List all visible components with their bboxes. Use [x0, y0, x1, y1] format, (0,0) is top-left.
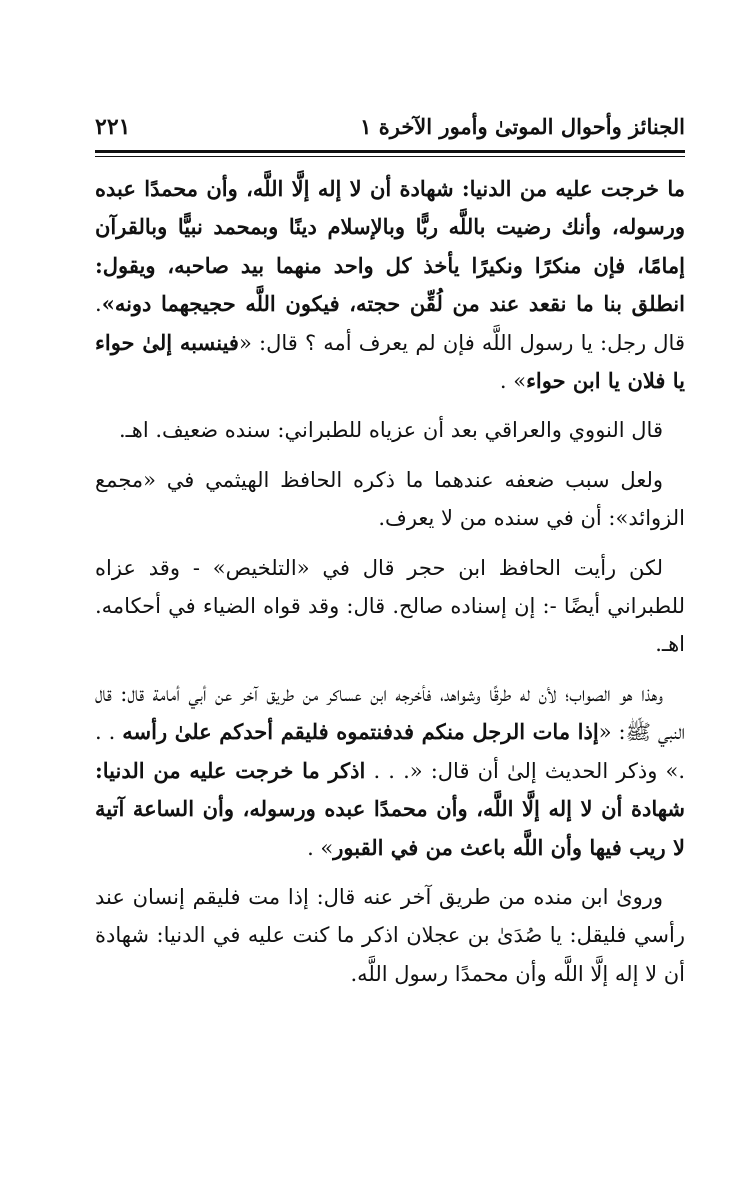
header-rule-thin: [95, 156, 685, 157]
closing-quote: » .: [307, 835, 334, 860]
hadith-text: إذا مات الرجل منكم فدفنتموه فليقم أحدكم علىٰ رأسه: [122, 719, 599, 745]
paragraph-haythami: [95, 461, 685, 538]
running-title: الجنائز وأحوال الموتىٰ وأمور الآخرة ١: [360, 114, 685, 139]
paragraph-text: لكن رأيت الحافظ ابن حجر قال في «التلخيص» - وقد عزاه للطبراني أيضًا -: إن إسناده صالح. قال: وقد قواه الضياء في أحكامه. اهـ.: [95, 555, 685, 657]
narration-text: وهذا هو الصواب؛ لأن له طرقًا وشواهد، فأخرجه ابن عساكر من طريق آخر عن أبي أمامة قال: قال النبي ﷺ: «: [95, 681, 685, 745]
hadith-text: اذكر ما خرجت عليه من الدنيا: شهادة أن لا إله إلَّا اللَّه، وأن محمدًا عبده ورسوله، وأن الساعة آتية لا ريب فيها وأن اللَّه باعث من في القبور: [95, 757, 685, 860]
closing-quote: » .: [499, 369, 527, 394]
page-number: ٢٢١: [95, 114, 131, 140]
page-header: [95, 110, 685, 148]
narration-text: . قال رجل: يا رسول اللَّه فإن لم يعرف أمه ؟ قال: «: [95, 292, 685, 355]
paragraph-text: وروىٰ ابن منده من طريق آخر عنه قال: إذا مت فليقم إنسان عند رأسي فليقل: يا صُدَىٰ بن عجلان اذكر ما كنت عليه في الدنيا: شهادة أن لا إله إلَّا اللَّه وأن محمدًا رسول اللَّه.: [95, 884, 685, 986]
paragraph-ibn-mandah: [95, 878, 685, 993]
page-body: [95, 170, 685, 993]
header-rule-thick: [95, 150, 685, 153]
paragraph-ibn-asakir: [95, 675, 685, 867]
paragraph-nawawi: [95, 411, 685, 449]
paragraph-hadith-continuation: [95, 170, 685, 400]
paragraph-text: ولعل سبب ضعفه عندهما ما ذكره الحافظ الهيثمي في «مجمع الزوائد»: أن في سنده من لا يعرف.: [95, 467, 685, 531]
hadith-text: ما خرجت عليه من الدنيا: شهادة أن لا إله إلَّا اللَّه، وأن محمدًا عبده ورسوله، وأنك رضيت باللَّه ربًّا وبالإسلام دينًا وبمحمد نبيًّا وبالقرآن إمامًا، فإن منكرًا ونكيرًا يأخذ كل واحد منهما بيد صاحبه، ويقول: انطلق بنا ما نقعد عند من لُقِّن حجته، فيكون اللَّه حجيجهما دونه»: [95, 176, 685, 317]
narration-text: . . .» وذكر الحديث إلىٰ أن قال: «. . .: [95, 720, 686, 783]
paragraph-text: قال النووي والعراقي بعد أن عزياه للطبراني: سنده ضعيف. اهـ.: [118, 418, 663, 443]
hadith-text: فينسبه إلىٰ حواء يا فلان يا ابن حواء: [95, 329, 685, 394]
paragraph-ibn-hajar: [95, 549, 685, 664]
